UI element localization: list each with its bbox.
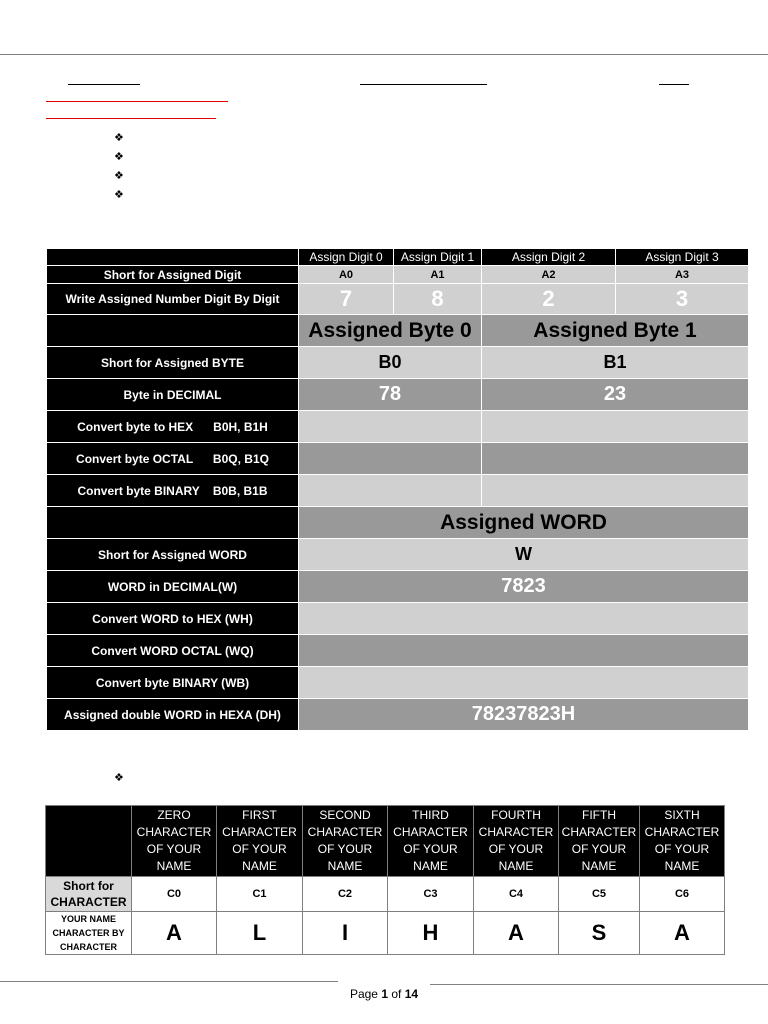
table-row <box>47 667 749 699</box>
word-octal-input[interactable] <box>299 635 749 667</box>
footer-rule <box>0 981 338 982</box>
table-row <box>47 411 749 443</box>
table-row <box>47 347 749 379</box>
byte-binary-input[interactable] <box>482 475 749 507</box>
row-label: Assigned double WORD in HEXA (DH) <box>47 699 299 731</box>
char-code: C3 <box>388 877 474 912</box>
table-row <box>46 806 725 877</box>
column-header: FOURTH CHARACTER OF YOUR NAME <box>474 806 559 877</box>
table-row <box>46 912 725 955</box>
row-label: Short for CHARACTER <box>46 877 132 912</box>
word-header: Assigned WORD <box>299 507 749 539</box>
bullet-icon: ❖ <box>114 771 124 784</box>
row-label: Convert byte to HEX B0H, B1H <box>47 411 299 443</box>
table-row <box>47 249 749 266</box>
char-code: C6 <box>640 877 725 912</box>
row-label: Short for Assigned BYTE <box>47 347 299 379</box>
byte-octal-input[interactable] <box>482 443 749 475</box>
table-row <box>47 635 749 667</box>
table-row <box>47 539 749 571</box>
table-row <box>47 507 749 539</box>
column-header: ZERO CHARACTER OF YOUR NAME <box>132 806 217 877</box>
column-header: THIRD CHARACTER OF YOUR NAME <box>388 806 474 877</box>
digit-value: 3 <box>616 284 749 315</box>
row-label: Byte in DECIMAL <box>47 379 299 411</box>
byte-code: B1 <box>482 347 749 379</box>
table-row <box>47 475 749 507</box>
empty-cell <box>47 315 299 347</box>
bullet-icon: ❖ <box>114 150 124 163</box>
table-row <box>46 877 725 912</box>
page-middle: of <box>388 987 405 1001</box>
byte-binary-input[interactable] <box>299 475 482 507</box>
blank-underline-2 <box>360 84 487 85</box>
name-char: S <box>559 912 640 955</box>
table-row <box>47 443 749 475</box>
row-label: Convert WORD OCTAL (WQ) <box>47 635 299 667</box>
byte-header-0: Assigned Byte 0 <box>299 315 482 347</box>
row-label: Convert byte OCTAL B0Q, B1Q <box>47 443 299 475</box>
column-header: SIXTH CHARACTER OF YOUR NAME <box>640 806 725 877</box>
row-label: Write Assigned Number Digit By Digit <box>47 284 299 315</box>
digit-value: 8 <box>394 284 482 315</box>
byte-code: B0 <box>299 347 482 379</box>
name-char: A <box>132 912 217 955</box>
empty-cell <box>47 507 299 539</box>
char-code: C4 <box>474 877 559 912</box>
byte-header-1: Assigned Byte 1 <box>482 315 749 347</box>
row-label: YOUR NAME CHARACTER BY CHARACTER <box>46 912 132 955</box>
header-digit-2: Assign Digit 2 <box>482 249 616 266</box>
row-label: Short for Assigned WORD <box>47 539 299 571</box>
row-label: Convert byte BINARY (WB) <box>47 667 299 699</box>
dword-hex: 78237823H <box>299 699 749 731</box>
char-code: C2 <box>303 877 388 912</box>
digit-value: 2 <box>482 284 616 315</box>
name-char: A <box>474 912 559 955</box>
bullet-icon: ❖ <box>114 188 124 201</box>
char-code: C0 <box>132 877 217 912</box>
row-label: WORD in DECIMAL(W) <box>47 571 299 603</box>
name-char: A <box>640 912 725 955</box>
row-label: Convert WORD to HEX (WH) <box>47 603 299 635</box>
red-underline-1 <box>46 101 228 102</box>
byte-hex-input[interactable] <box>482 411 749 443</box>
page-number <box>0 987 768 1001</box>
assigned-number-table <box>46 248 749 731</box>
char-code: C1 <box>217 877 303 912</box>
digit-code: A0 <box>299 266 394 284</box>
name-char: I <box>303 912 388 955</box>
table-row <box>47 571 749 603</box>
header-digit-1: Assign Digit 1 <box>394 249 482 266</box>
word-code: W <box>299 539 749 571</box>
column-header: SECOND CHARACTER OF YOUR NAME <box>303 806 388 877</box>
byte-hex-input[interactable] <box>299 411 482 443</box>
word-hex-input[interactable] <box>299 603 749 635</box>
table-row <box>47 284 749 315</box>
name-char: H <box>388 912 474 955</box>
row-label: Short for Assigned Digit <box>47 266 299 284</box>
char-code: C5 <box>559 877 640 912</box>
word-decimal: 7823 <box>299 571 749 603</box>
blank-underline-1 <box>68 84 140 85</box>
footer-rule <box>430 984 768 985</box>
header-digit-0: Assign Digit 0 <box>299 249 394 266</box>
byte-decimal: 23 <box>482 379 749 411</box>
bullet-icon: ❖ <box>114 169 124 182</box>
column-header: FIRST CHARACTER OF YOUR NAME <box>217 806 303 877</box>
blank-underline-3 <box>659 84 689 85</box>
bullet-icon: ❖ <box>114 131 124 144</box>
name-char: L <box>217 912 303 955</box>
word-binary-input[interactable] <box>299 667 749 699</box>
digit-code: A2 <box>482 266 616 284</box>
table-row <box>47 699 749 731</box>
page-current: 1 <box>381 987 388 1001</box>
empty-cell <box>47 249 299 266</box>
row-label: Convert byte BINARY B0B, B1B <box>47 475 299 507</box>
empty-cell <box>46 806 132 877</box>
digit-code: A3 <box>616 266 749 284</box>
name-characters-table <box>45 805 725 955</box>
page-prefix: Page <box>349 987 382 1001</box>
red-underline-2 <box>46 118 216 119</box>
digit-value: 7 <box>299 284 394 315</box>
header-digit-3: Assign Digit 3 <box>616 249 749 266</box>
table-row <box>47 379 749 411</box>
byte-octal-input[interactable] <box>299 443 482 475</box>
table-row <box>47 603 749 635</box>
digit-code: A1 <box>394 266 482 284</box>
table-row <box>47 315 749 347</box>
table-row <box>47 266 749 284</box>
page-total: 14 <box>404 987 419 1001</box>
header-rule <box>0 54 768 55</box>
column-header: FIFTH CHARACTER OF YOUR NAME <box>559 806 640 877</box>
byte-decimal: 78 <box>299 379 482 411</box>
